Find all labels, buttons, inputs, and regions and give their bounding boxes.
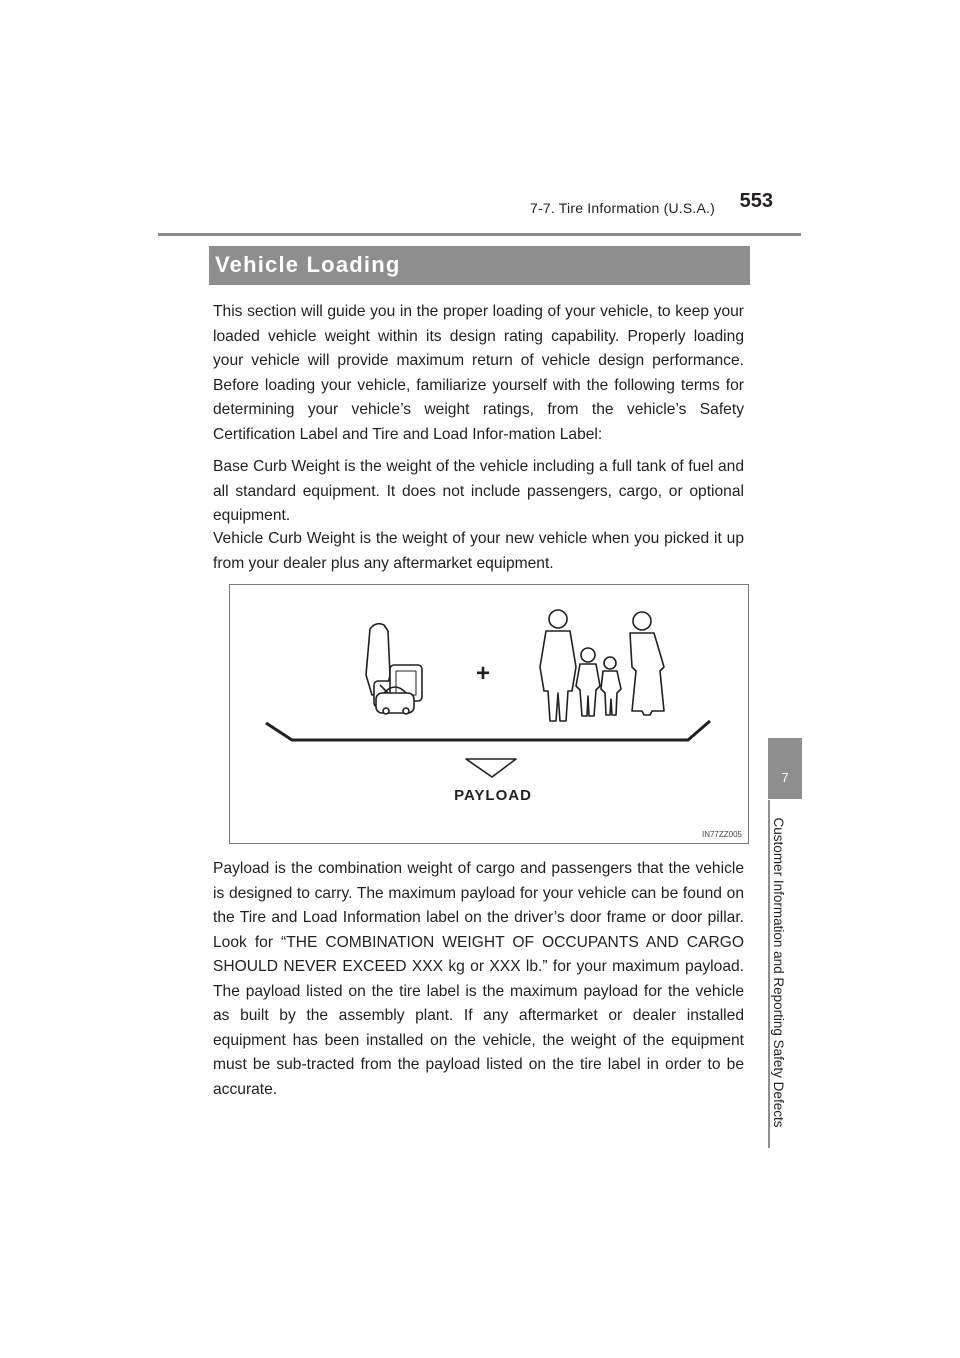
section-title: Vehicle Loading xyxy=(215,252,401,277)
payload-label: PAYLOAD xyxy=(454,787,532,804)
vehicle-curb-weight-paragraph: Vehicle Curb Weight is the weight of your new vehicle when you picked it up from your dealer plus any aftermarket equipment. xyxy=(213,530,744,572)
section-title-bar xyxy=(209,246,750,285)
payload-illustration xyxy=(229,584,749,844)
intro-paragraph: This section will guide you in the proper loading of your vehicle, to keep your loaded vehicle weight within its design rating capability. Properly loading your vehicle will provide maximum return of vehicle design performance. Before loading your vehicle, familiarize yourself with the following terms for determining your vehicle’s weight ratings, from the vehicle’s Safety Certification Label and Tire and Load Infor-mation Label: xyxy=(213,303,744,443)
base-curb-weight-paragraph: Base Curb Weight is the weight of the vehicle including a full tank of fuel and all standard equipment. It does not include passengers, cargo, or optional equipment. xyxy=(213,458,744,524)
cargo-bed-line xyxy=(266,721,710,740)
payload-arrow-icon xyxy=(466,759,516,777)
running-header-section: 7-7. Tire Information (U.S.A.) xyxy=(530,200,715,216)
payload-drawing xyxy=(230,585,750,845)
plus-sign: + xyxy=(475,660,491,687)
chapter-number: 7 xyxy=(781,770,789,785)
header-rule xyxy=(158,233,801,236)
chapter-tab xyxy=(768,738,802,799)
payload-paragraph: Payload is the combination weight of cargo and passengers that the vehicle is designed to carry. The maximum payload for your vehicle can be found on the Tire and Load Information label on the driver’s door frame or door pillar. Look for “THE COMBINATION WEIGHT OF OCCUPANTS AND CARGO SHOULD NEVER EXCEED XXX kg or XXX lb.” for your maximum payload. The payload listed on the tire label is the maximum payload for the vehicle as built by the assembly plant. If any aftermarket or dealer installed equipment has been installed on the vehicle, the weight of the equipment must be sub-tracted from the payload listed on the tire label in order to be accurate. xyxy=(213,860,744,1098)
luggage-icon xyxy=(366,624,422,714)
family-icon xyxy=(540,610,664,721)
page-number: 553 xyxy=(739,190,773,212)
figure-code: IN77ZZ005 xyxy=(701,830,742,839)
chapter-title: Customer Information and Reporting Safety Defects xyxy=(771,817,786,1128)
